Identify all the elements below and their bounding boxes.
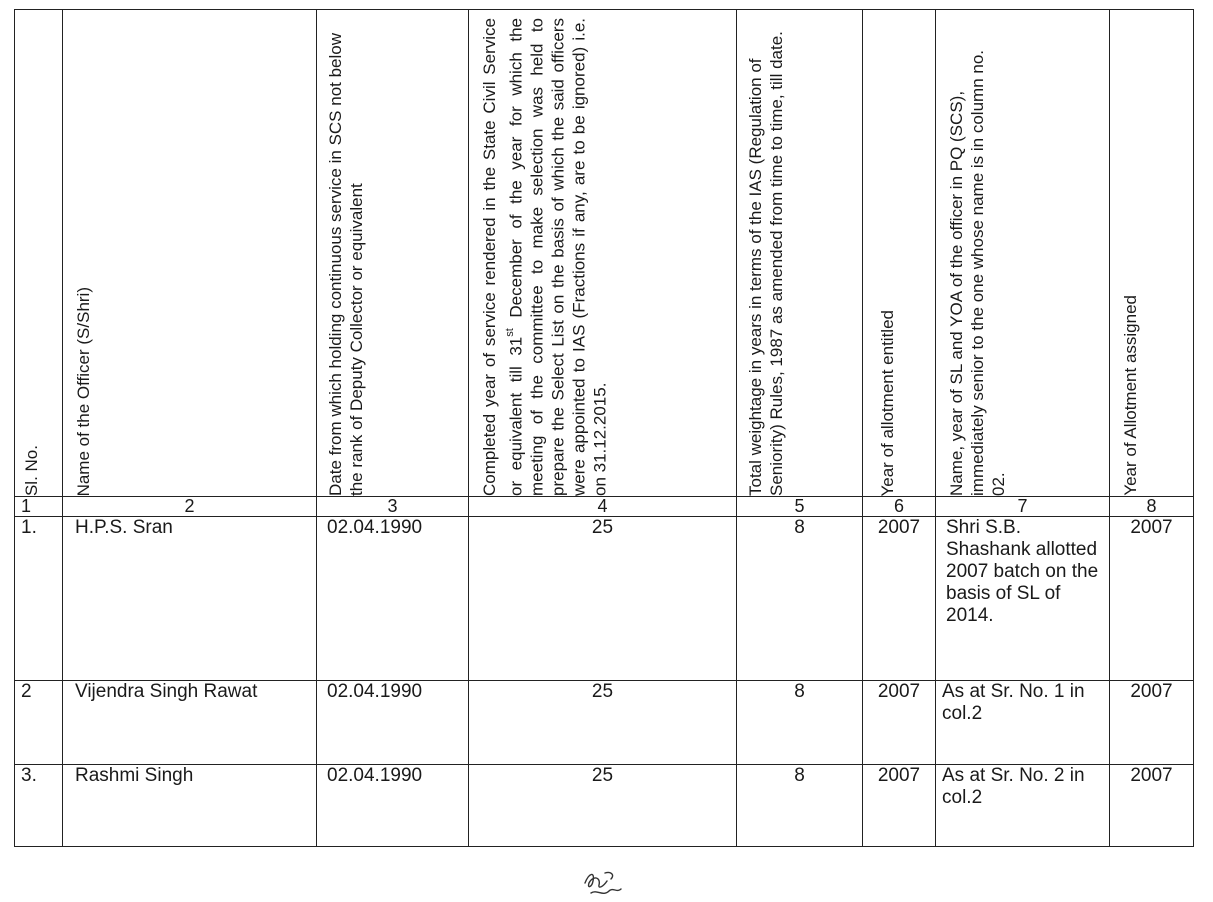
column-number-row	[15, 497, 1194, 517]
header-year-entitled: Year of allotment entitled	[863, 10, 936, 497]
header-officer-name: Name of the Officer (S/Shri)	[63, 10, 317, 497]
table-row	[15, 765, 1194, 847]
cell-entitled: 2007	[863, 765, 936, 847]
cell-senior: Shri S.B. Shashank allotted 2007 batch on the basis of SL of 2014.	[936, 517, 1110, 681]
colnum-6: 6	[863, 497, 936, 517]
cell-sl: 3.	[15, 765, 63, 847]
cell-name: Rashmi Singh	[63, 765, 317, 847]
cell-sl: 2	[15, 681, 63, 765]
table-row	[15, 517, 1194, 681]
cell-name: Vijendra Singh Rawat	[63, 681, 317, 765]
signature-initials	[581, 863, 625, 899]
header-total-weightage: Total weightage in years in terms of the IAS (Regulation of Seniority) Rules, 1987 as amended from time to time, till date.	[737, 10, 863, 497]
header-year-assigned: Year of Allotment assigned	[1110, 10, 1194, 497]
cell-date: 02.04.1990	[317, 681, 469, 765]
cell-sl: 1.	[15, 517, 63, 681]
colnum-1: 1	[15, 497, 63, 517]
colnum-2: 2	[63, 497, 317, 517]
header-date-continuous-service: Date from which holding continuous service in SCS not below the rank of Deputy Collector or equivalent	[317, 10, 469, 497]
cell-name: H.P.S. Sran	[63, 517, 317, 681]
colnum-8: 8	[1110, 497, 1194, 517]
cell-entitled: 2007	[863, 517, 936, 681]
header-row	[15, 10, 1194, 497]
colnum-5: 5	[737, 497, 863, 517]
cell-weightage: 8	[737, 517, 863, 681]
cell-assigned: 2007	[1110, 765, 1194, 847]
cell-senior: As at Sr. No. 2 in col.2	[936, 765, 1110, 847]
cell-years: 25	[469, 681, 737, 765]
cell-assigned: 2007	[1110, 517, 1194, 681]
colnum-4: 4	[469, 497, 737, 517]
cell-years: 25	[469, 517, 737, 681]
cell-years: 25	[469, 765, 737, 847]
cell-senior: As at Sr. No. 1 in col.2	[936, 681, 1110, 765]
header-senior-officer: Name, year of SL and YOA of the officer in PQ (SCS), immediately senior to the one whose name is in column no. 02.	[936, 10, 1110, 497]
cell-date: 02.04.1990	[317, 517, 469, 681]
colnum-3: 3	[317, 497, 469, 517]
officers-table	[14, 9, 1194, 847]
header-completed-years: Completed year of service rendered in the State Civil Service or equivalent till 31st December of the year for which the meeting of the committee to make selection was held to prepare the Select List on the basis of which the said officers were appointed to IAS (Fractions if any, are to be ignored) i.e. on 31.12.2015.	[469, 10, 737, 497]
cell-date: 02.04.1990	[317, 765, 469, 847]
cell-weightage: 8	[737, 681, 863, 765]
cell-weightage: 8	[737, 765, 863, 847]
cell-entitled: 2007	[863, 681, 936, 765]
cell-assigned: 2007	[1110, 681, 1194, 765]
colnum-7: 7	[936, 497, 1110, 517]
header-sl-no: Sl. No.	[15, 10, 63, 497]
table-row	[15, 681, 1194, 765]
